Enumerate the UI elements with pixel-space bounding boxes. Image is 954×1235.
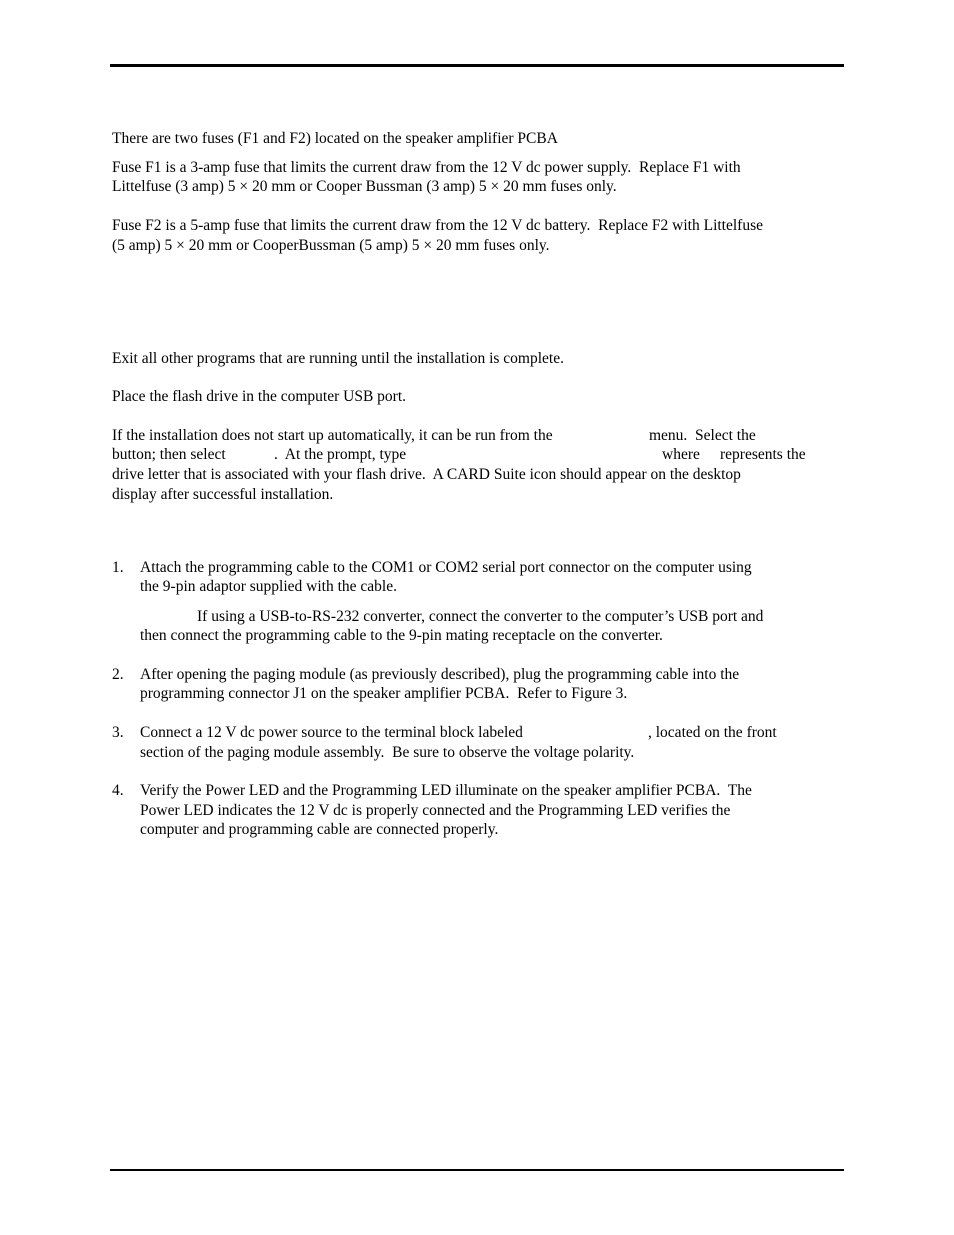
step-2-number: 2. <box>112 666 124 683</box>
note-line-1: If using a USB-to-RS-232 converter, connect the converter to the computer’s USB port and <box>197 608 764 625</box>
step-2-line-1: After opening the paging module (as previously described), plug the programming cable into the <box>140 666 740 683</box>
step-1-line-1: Attach the programming cable to the COM1 or COM2 serial port connector on the computer using <box>140 559 752 576</box>
step-3-line-1: Connect a 12 V dc power source to the terminal block labeled <box>140 724 523 741</box>
install-run-line-2-represents: represents the <box>720 446 806 463</box>
install-run-line-1: If the installation does not start up automatically, it can be run from the <box>112 427 553 444</box>
install-exit: Exit all other programs that are running until the installation is complete. <box>112 350 564 367</box>
step-3-line-1-cont: , located on the front <box>648 724 777 741</box>
note-line-2: then connect the programming cable to the 9-pin mating receptacle on the converter. <box>140 627 663 644</box>
install-run-line-4: display after successful installation. <box>112 486 334 503</box>
install-run-line-3: drive letter that is associated with your flash drive. A CARD Suite icon should appear on the desktop <box>112 466 741 483</box>
step-4-line-1: Verify the Power LED and the Programming LED illuminate on the speaker amplifier PCBA. The <box>140 782 752 799</box>
install-run-line-2: button; then select <box>112 446 226 463</box>
install-run-line-1-cont: menu. Select the <box>649 427 756 444</box>
fuse-f1-line-2: Littelfuse (3 amp) 5 × 20 mm or Cooper Bussman (3 amp) 5 × 20 mm fuses only. <box>112 178 617 195</box>
install-place: Place the flash drive in the computer USB port. <box>112 388 407 405</box>
install-run-line-2-where: where <box>662 446 700 463</box>
fuse-f2-line-1: Fuse F2 is a 5-amp fuse that limits the current draw from the 12 V dc battery. Replace F2 with Littelfuse <box>112 217 763 234</box>
install-run-line-2-prompt: . At the prompt, type <box>274 446 407 463</box>
step-4-line-2: Power LED indicates the 12 V dc is properly connected and the Programming LED verifies the <box>140 802 731 819</box>
fuse-f2-line-2: (5 amp) 5 × 20 mm or CooperBussman (5 amp) 5 × 20 mm fuses only. <box>112 237 550 254</box>
step-4-line-3: computer and programming cable are connected properly. <box>140 821 499 838</box>
header-rule <box>110 64 844 67</box>
fuses-intro: There are two fuses (F1 and F2) located on the speaker amplifier PCBA <box>112 130 558 147</box>
footer-rule <box>110 1169 844 1171</box>
step-3-number: 3. <box>112 724 124 741</box>
step-4-number: 4. <box>112 782 124 799</box>
step-1-number: 1. <box>112 559 124 576</box>
step-2-line-2: programming connector J1 on the speaker amplifier PCBA. Refer to Figure 3. <box>140 685 628 702</box>
fuse-f1-line-1: Fuse F1 is a 3-amp fuse that limits the current draw from the 12 V dc power supply. Replace F1 with <box>112 159 741 176</box>
step-1-line-2: the 9-pin adaptor supplied with the cable. <box>140 578 397 595</box>
step-3-line-2: section of the paging module assembly. Be sure to observe the voltage polarity. <box>140 744 635 761</box>
